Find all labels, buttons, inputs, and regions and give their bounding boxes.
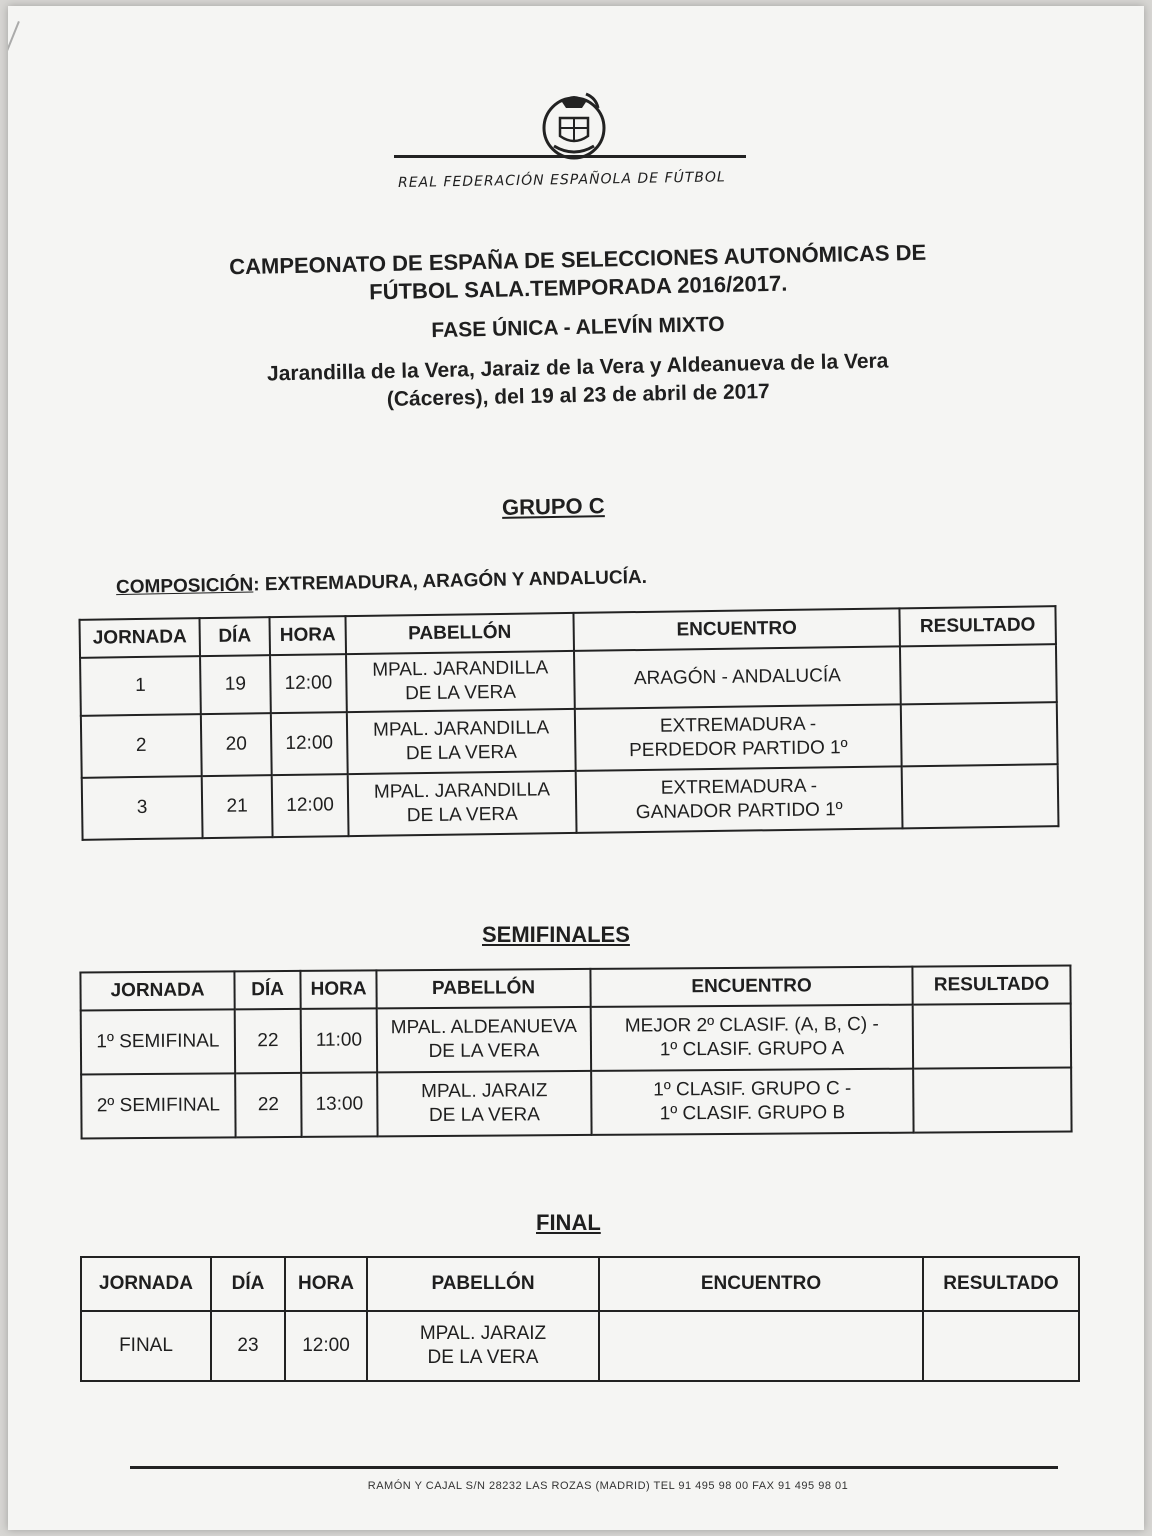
cell-dia: 19: [200, 655, 271, 714]
col-hora: HORA: [285, 1257, 367, 1311]
cell-jornada: 1: [80, 656, 201, 716]
col-dia: DÍA: [211, 1257, 285, 1311]
table-header-row: [81, 1257, 1079, 1311]
cell-hora: 12:00: [285, 1311, 367, 1381]
table-row: [82, 764, 1059, 840]
table-row: [81, 1311, 1079, 1381]
cell-pabellon: [347, 709, 576, 774]
table-row: [81, 1004, 1071, 1075]
pabellon-line-2: DE LA VERA: [404, 681, 517, 705]
col-encuentro: ENCUENTRO: [590, 967, 912, 1007]
col-jornada: JORNADA: [81, 1257, 211, 1311]
col-pabellon: PABELLÓN: [376, 969, 590, 1008]
cell-encuentro: [591, 1005, 913, 1071]
cell-jornada: FINAL: [81, 1311, 211, 1381]
cell-jornada: 1º SEMIFINAL: [81, 1009, 235, 1074]
cell-encuentro: [591, 1069, 913, 1135]
cell-jornada: 3: [82, 776, 203, 840]
cell-jornada: 2: [81, 714, 202, 778]
encuentro-line-1: ARAGÓN - ANDALUCÍA: [633, 665, 841, 690]
col-resultado: RESULTADO: [899, 606, 1056, 646]
pabellon-line-2: DE LA VERA: [405, 741, 517, 765]
encuentro-line-2: 1º CLASIF. GRUPO B: [659, 1102, 846, 1125]
cell-dia: 20: [201, 713, 272, 776]
pabellon-line-1: MPAL. ALDEANUEVA: [390, 1015, 577, 1039]
pabellon-line-2: DE LA VERA: [427, 1347, 539, 1368]
cell-pabellon: [346, 651, 575, 712]
cell-resultado: [902, 764, 1059, 828]
letterhead: [394, 88, 746, 208]
cell-dia: 23: [211, 1311, 285, 1381]
encuentro-line-2: PERDEDOR PARTIDO 1º: [629, 737, 848, 762]
title-line-1: CAMPEONATO DE ESPAÑA DE SELECCIONES AUTONÓMICAS DE: [228, 239, 927, 280]
pabellon-line-1: MPAL. JARANDILLA: [372, 717, 550, 741]
cell-pabellon: [367, 1311, 599, 1381]
fold-line: [8, 21, 20, 300]
cell-jornada: 2º SEMIFINAL: [81, 1073, 235, 1138]
encuentro-line-1: 1º CLASIF. GRUPO C -: [653, 1078, 852, 1101]
cell-encuentro: [574, 646, 901, 709]
pabellon-line-1: MPAL. JARAIZ: [421, 1080, 548, 1103]
document-title: [138, 239, 1018, 412]
pabellon-line-2: DE LA VERA: [406, 803, 518, 827]
cell-hora: 12:00: [270, 654, 347, 713]
col-dia: DÍA: [200, 617, 271, 656]
letterhead-rule: [394, 155, 746, 158]
col-hora: HORA: [300, 970, 376, 1009]
col-jornada: JORNADA: [80, 971, 234, 1010]
venue-line-1: Jarandilla de la Vera, Jaraiz de la Vera y Aldeanueva de la Vera: [266, 349, 889, 386]
cell-resultado: [913, 1068, 1071, 1133]
cell-hora: 12:00: [272, 774, 349, 837]
cell-hora: 12:00: [271, 712, 348, 775]
col-encuentro: ENCUENTRO: [599, 1257, 923, 1311]
cell-encuentro: [576, 766, 903, 833]
cell-pabellon: [377, 1071, 591, 1136]
final-heading: FINAL: [536, 1210, 601, 1235]
group-heading: GRUPO C: [501, 493, 605, 520]
footer-address: RAMÓN Y CAJAL S/N 28232 LAS ROZAS (MADRID) TEL 91 495 98 00 FAX 91 495 98 01: [367, 1480, 849, 1492]
phase-title: FASE ÚNICA - ALEVÍN MIXTO: [431, 312, 725, 343]
encuentro-line-1: MEJOR 2º CLASIF. (A, B, C) -: [624, 1013, 879, 1037]
semifinals-heading: SEMIFINALES: [482, 922, 630, 947]
composition-label: COMPOSICIÓN: [115, 574, 254, 599]
cell-encuentro: [575, 704, 902, 771]
encuentro-line-1: EXTREMADURA -: [660, 775, 818, 799]
col-pabellon: PABELLÓN: [345, 613, 574, 654]
cell-dia: 21: [202, 775, 273, 838]
col-encuentro: ENCUENTRO: [573, 608, 899, 651]
table-row: [81, 1068, 1071, 1139]
col-resultado: RESULTADO: [923, 1257, 1079, 1311]
cell-dia: 22: [235, 1073, 301, 1137]
cell-hora: 13:00: [301, 1072, 377, 1137]
footer-rule: [130, 1466, 1058, 1469]
title-line-2: FÚTBOL SALA.TEMPORADA 2016/2017.: [369, 270, 788, 305]
group-table: [78, 605, 1059, 841]
col-resultado: RESULTADO: [912, 966, 1070, 1005]
rfef-crest-icon: [536, 88, 612, 164]
cell-pabellon: [348, 771, 577, 836]
encuentro-line-1: EXTREMADURA -: [659, 713, 817, 737]
col-dia: DÍA: [234, 971, 300, 1009]
pabellon-line-1: MPAL. JARANDILLA: [372, 657, 549, 681]
document-page: [8, 6, 1144, 1530]
cell-resultado: [923, 1311, 1079, 1381]
cell-resultado: [901, 702, 1058, 766]
cell-encuentro: [599, 1311, 923, 1381]
cell-hora: 11:00: [301, 1008, 377, 1073]
encuentro-line-2: GANADOR PARTIDO 1º: [635, 799, 843, 824]
group-composition: [116, 567, 647, 599]
organization-name: REAL FEDERACIÓN ESPAÑOLA DE FÚTBOL: [397, 169, 726, 192]
venue-line-2: (Cáceres), del 19 al 23 de abril de 2017: [386, 379, 770, 412]
pabellon-line-2: DE LA VERA: [428, 1104, 540, 1127]
pabellon-line-1: MPAL. JARAIZ: [419, 1323, 547, 1344]
semifinals-table: [79, 965, 1072, 1140]
col-pabellon: PABELLÓN: [367, 1257, 599, 1311]
pabellon-line-1: MPAL. JARANDILLA: [373, 779, 551, 803]
composition-value: : EXTREMADURA, ARAGÓN Y ANDALUCÍA.: [253, 566, 648, 596]
col-hora: HORA: [269, 616, 346, 655]
pabellon-line-2: DE LA VERA: [428, 1040, 540, 1063]
cell-resultado: [913, 1004, 1071, 1069]
encuentro-line-2: 1º CLASIF. GRUPO A: [659, 1038, 845, 1061]
cell-dia: 22: [235, 1009, 301, 1073]
cell-resultado: [900, 644, 1057, 704]
cell-pabellon: [377, 1007, 591, 1072]
final-table: [80, 1256, 1080, 1382]
col-jornada: JORNADA: [80, 618, 201, 658]
